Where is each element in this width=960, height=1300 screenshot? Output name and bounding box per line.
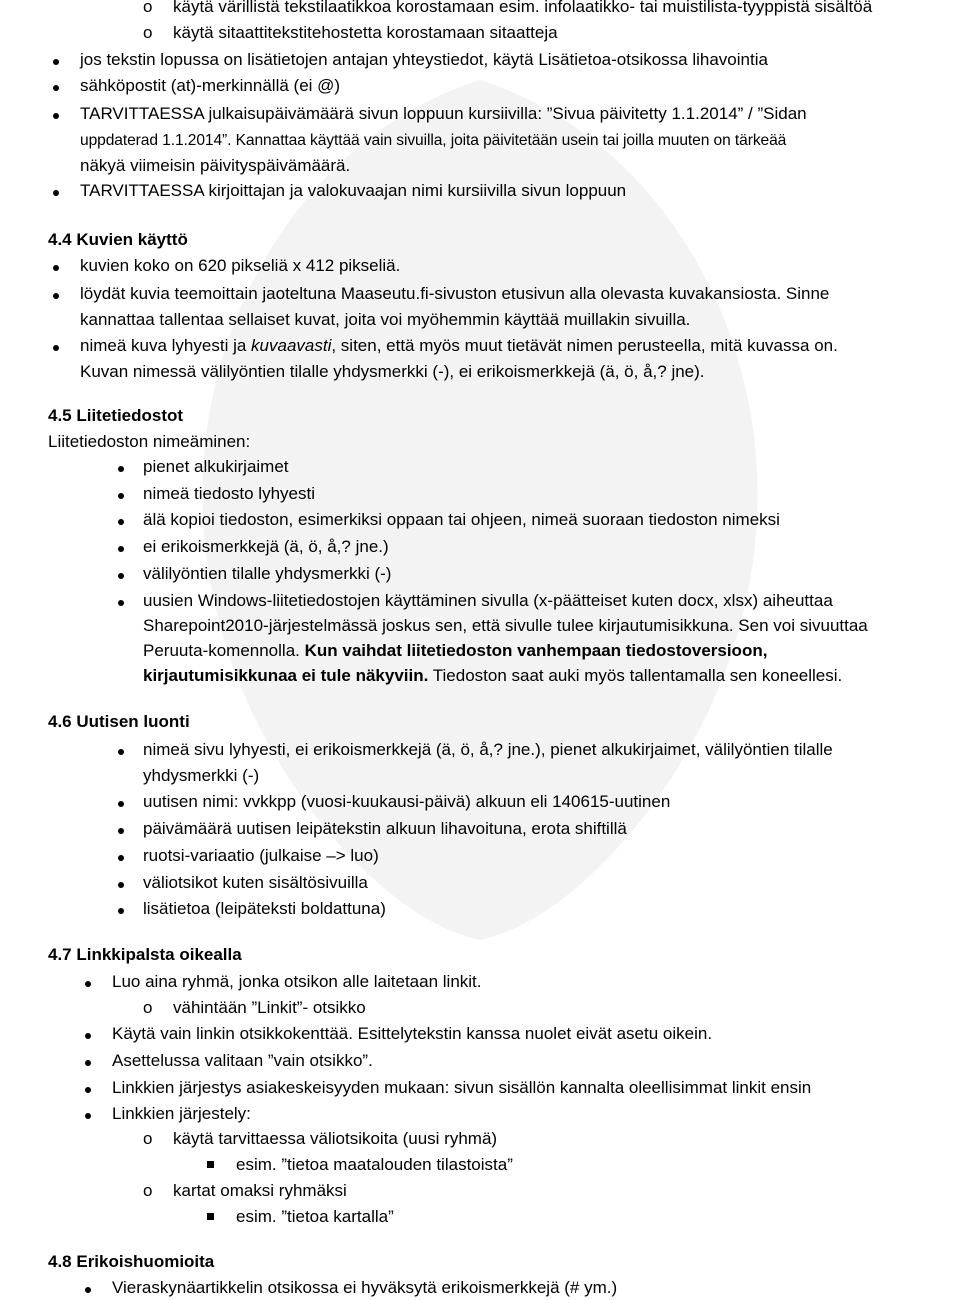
section-heading: 4.5 Liitetiedostot [48,406,184,425]
bullet-icon [118,882,124,888]
list-item-continuation: kannattaa tallentaa sellaiset kuvat, joita voi myöhemmin käyttää muillakin sivuilla. [80,310,691,329]
bullet-icon [118,466,124,472]
bullet-icon [118,546,124,552]
list-item: jos tekstin lopussa on lisätietojen antajan yhteystiedot, käytä Lisätietoa-otsikossa lihavointia [80,50,768,69]
list-item: nimeä tiedosto lyhyesti [143,484,315,503]
list-item: esim. ”tietoa kartalla” [236,1207,394,1226]
bullet-icon [53,113,59,119]
bullet-icon [53,190,59,196]
circle-bullet: o [143,1181,153,1200]
bullet-icon [85,1060,91,1066]
list-item: uutisen nimi: vvkkpp (vuosi-kuukausi-päivä) alkuun eli 140615-uutinen [143,792,671,811]
list-item: käytä värillistä tekstilaatikkoa korostamaan esim. infolaatikko- tai muistilista-tyyppistä sisältöä [173,0,873,16]
bullet-icon [118,855,124,861]
list-item: päivämäärä uutisen leipätekstin alkuun lihavoituna, erota shiftillä [143,819,627,838]
list-item: esim. ”tietoa maatalouden tilastoista” [236,1155,513,1174]
list-item-continuation: näkyä viimeisin päivityspäivämäärä. [80,156,351,175]
section-heading: 4.6 Uutisen luonti [48,712,190,731]
bullet-icon [53,345,59,351]
list-item: Linkkien järjestys asiakeskeisyyden mukaan: sivun sisällön kannalta oleellisimmat linkit ensin [112,1078,812,1097]
list-item: kuvien koko on 620 pikseliä x 412 pikseliä. [80,256,401,275]
bullet-icon [118,749,124,755]
list-item: löydät kuvia teemoittain jaoteltuna Maaseutu.fi-sivuston etusivun alla olevasta kuvakansiosta. Sinne [80,284,830,303]
bullet-icon [53,265,59,271]
text-segment: Peruuta-komennolla. [143,641,305,660]
bullet-icon [85,1033,91,1039]
circle-bullet: o [143,998,153,1017]
bullet-icon [118,908,124,914]
list-item: käytä tarvittaessa väliotsikoita (uusi ryhmä) [173,1129,498,1148]
bullet-icon [53,293,59,299]
list-item: välilyöntien tilalle yhdysmerkki (-) [143,564,392,583]
bullet-icon [85,1113,91,1119]
text-segment-italic: kuvaavasti [251,336,332,355]
list-item: nimeä sivu lyhyesti, ei erikoismerkkejä (ä, ö, å,? jne.), pienet alkukirjaimet, välilyöntien tilalle [143,740,833,759]
list-item: Vieraskynäartikkelin otsikossa ei hyväksytä erikoismerkkejä (# ym.) [112,1278,618,1297]
bullet-icon [118,828,124,834]
list-item: TARVITTAESSA julkaisupäivämäärä sivun loppuun kursiivilla: ”Sivua päivitetty 1.1.2014” / ”Sidan [80,104,807,123]
list-item: vähintään ”Linkit”- otsikko [173,998,366,1017]
text-segment: Kannattaa käyttää vain sivuilla, joita päivitetään usein tai joilla muuten on tärkeää [231,132,787,149]
text-segment: nimeä kuva lyhyesti ja [80,336,252,355]
list-item-continuation: yhdysmerkki (-) [143,766,260,785]
circle-bullet: o [143,0,153,16]
list-item: älä kopioi tiedoston, esimerkiksi oppaan tai ohjeen, nimeä suoraan tiedoston nimeksi [143,510,780,529]
circle-bullet: o [143,1129,153,1148]
list-item: TARVITTAESSA kirjoittajan ja valokuvaajan nimi kursiivilla sivun loppuun [80,181,627,200]
list-item: pienet alkukirjaimet [143,457,289,476]
list-item-continuation [80,130,786,152]
text-segment: , siten, että myös muut tietävät nimen perusteella, mitä kuvassa on. [331,336,838,355]
list-item-continuation: Sharepoint2010-järjestelmässä joskus sen, että sivulle tulee kirjautumisikkuna. Sen voi sivuuttaa [143,616,868,635]
list-item-continuation [143,665,842,687]
list-item-continuation [143,640,767,662]
square-bullet-icon [207,1161,214,1168]
text-segment: uppdaterad 1.1.2014”. [80,132,232,149]
bullet-icon [118,519,124,525]
section-heading: 4.7 Linkkipalsta oikealla [48,945,242,964]
list-item: lisätietoa (leipäteksti boldattuna) [143,899,386,918]
bullet-icon [53,85,59,91]
text-segment-bold: Kun vaihdat liitetiedoston vanhempaan tiedostoversioon, [304,641,768,660]
list-item: sähköpostit (at)-merkinnällä (ei @) [80,76,341,95]
list-item: uusien Windows-liitetiedostojen käyttäminen sivulla (x-päätteiset kuten docx, xlsx) aiheuttaa [143,591,833,610]
bullet-icon [118,493,124,499]
list-item: Luo aina ryhmä, jonka otsikon alle laitetaan linkit. [112,972,482,991]
bullet-icon [53,59,59,65]
paragraph: Liitetiedoston nimeäminen: [48,432,251,451]
list-item [80,335,838,357]
list-item: käytä sitaattitekstitehostetta korostamaan sitaatteja [173,23,558,42]
bullet-icon [118,801,124,807]
bullet-icon [85,981,91,987]
list-item: Asettelussa valitaan ”vain otsikko”. [112,1051,373,1070]
bullet-icon [85,1287,91,1293]
bullet-icon [118,573,124,579]
list-item-continuation: Kuvan nimessä välilyöntien tilalle yhdysmerkki (-), ei erikoismerkkejä (ä, ö, å,? jne). [80,362,705,381]
list-item: ruotsi-variaatio (julkaise –> luo) [143,846,379,865]
bullet-icon [85,1087,91,1093]
bullet-icon [118,600,124,606]
section-heading: 4.4 Kuvien käyttö [48,230,188,249]
list-item: Linkkien järjestely: [112,1104,251,1123]
text-segment-bold: kirjautumisikkunaa ei tule näkyviin. [143,666,429,685]
square-bullet-icon [207,1213,214,1220]
text-segment: Tiedoston saat auki myös tallentamalla sen koneellesi. [428,666,843,685]
section-heading: 4.8 Erikoishuomioita [48,1252,215,1271]
list-item: ei erikoismerkkejä (ä, ö, å,? jne.) [143,537,389,556]
list-item: kartat omaksi ryhmäksi [173,1181,347,1200]
list-item: väliotsikot kuten sisältösivuilla [143,873,368,892]
circle-bullet: o [143,23,153,42]
list-item: Käytä vain linkin otsikkokenttää. Esittelytekstin kanssa nuolet eivät asetu oikein. [112,1024,713,1043]
